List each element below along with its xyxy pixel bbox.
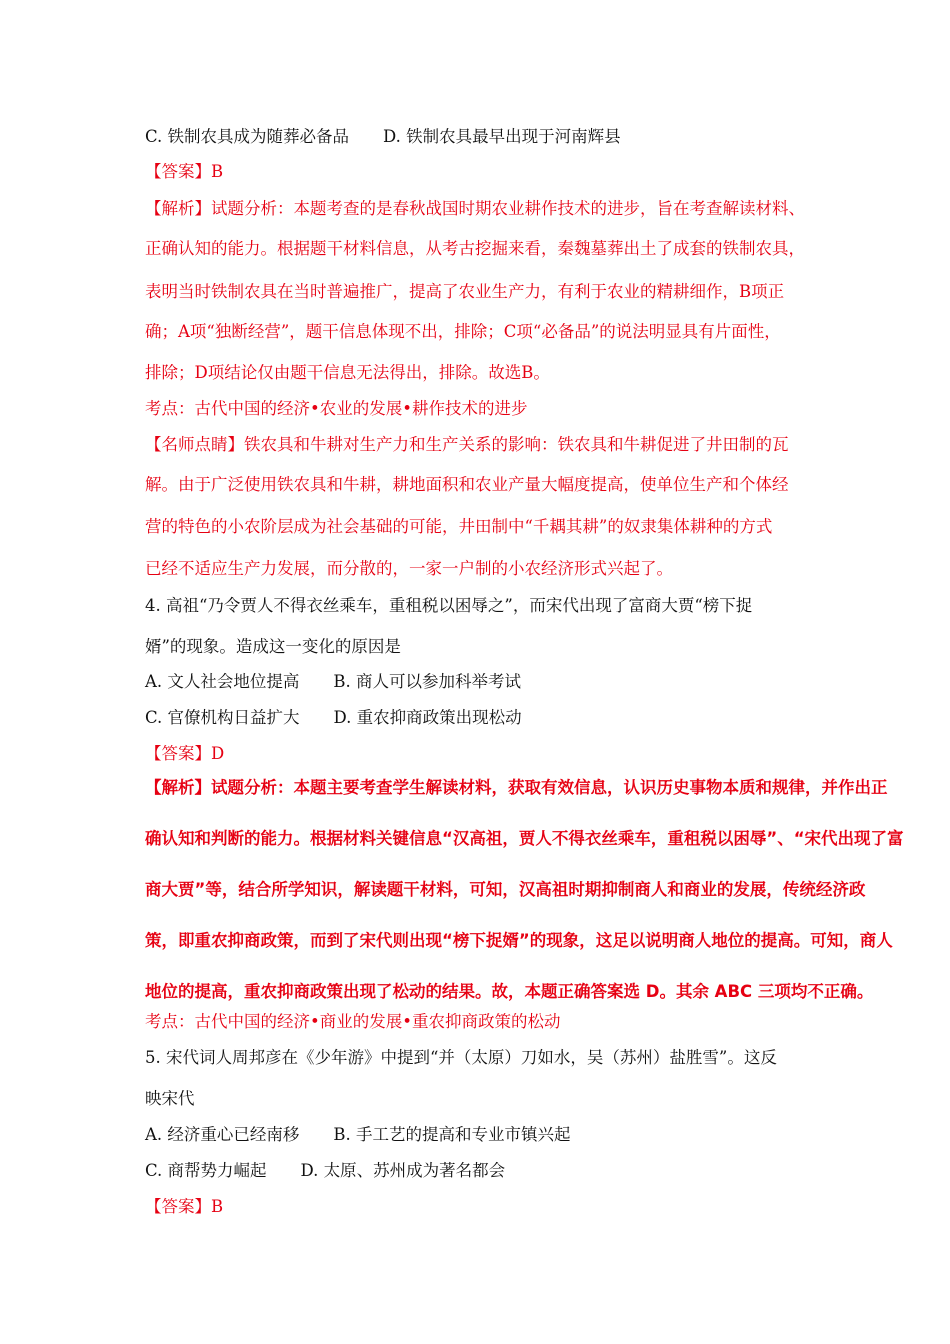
q5-option-d: D. 太原、苏州成为著名都会 — [300, 1161, 506, 1180]
q4-options-cd — [145, 707, 522, 729]
q3-kaodian: 考点：古代中国的经济•农业的发展•耕作技术的进步 — [145, 399, 528, 418]
q5-options-ab — [145, 1124, 571, 1146]
q4-stem-line: 4. 高祖“乃令贾人不得衣丝乘车，重租税以困辱之”，而宋代出现了富商大贾“榜下捉 — [145, 596, 753, 615]
q4-analysis-line: 【解析】试题分析：本题主要考查学生解读材料，获取有效信息，认识历史事物本质和规律，并作出正 — [145, 778, 888, 797]
q3-option-d: D. 铁制农具最早出现于河南辉县 — [383, 127, 621, 146]
q5-options-cd — [145, 1160, 505, 1182]
q4-analysis-line: 商大贾”等，结合所学知识，解读题干材料，可知，汉高祖时期抑制商人和商业的发展，传统经济政 — [145, 880, 866, 899]
q5-stem-line: 5. 宋代词人周邦彦在《少年游》中提到“并（太原）刀如水，吴（苏州）盐胜雪”。这反 — [145, 1048, 777, 1067]
q5-answer: 【答案】B — [145, 1197, 224, 1216]
q4-kaodian: 考点：古代中国的经济•商业的发展•重农抑商政策的松动 — [145, 1012, 561, 1031]
q3-answer: 【答案】B — [145, 162, 224, 181]
q4-analysis-line: 地位的提高，重农抑商政策出现了松动的结果。故，本题正确答案选 D。其余 ABC 三项均不正确。 — [145, 982, 874, 1001]
q5-option-c: C. 商帮势力崛起 — [145, 1161, 267, 1180]
q3-tip-line: 【名师点睛】铁农具和牛耕对生产力和生产关系的影响：铁农具和牛耕促进了井田制的瓦 — [145, 435, 789, 454]
q5-option-a: A. 经济重心已经南移 — [145, 1125, 300, 1144]
q3-options-cd — [145, 126, 621, 148]
q5-option-b: B. 手工艺的提高和专业市镇兴起 — [333, 1125, 571, 1144]
q3-analysis-line: 排除；D项结论仅由题干信息无法得出，排除。故选B。 — [145, 363, 550, 382]
q4-analysis-line: 确认知和判断的能力。根据材料关键信息“汉高祖，贾人不得衣丝乘车，重租税以困辱”、“宋代出现了富 — [145, 829, 904, 848]
q3-analysis-line: 正确认知的能力。根据题干材料信息，从考古挖掘来看，秦魏墓葬出土了成套的铁制农具， — [145, 239, 805, 258]
q3-tip-line: 营的特色的小农阶层成为社会基础的可能，井田制中“千耦其耕”的奴隶集体耕种的方式 — [145, 517, 773, 536]
q3-analysis-line: 【解析】试题分析：本题考查的是春秋战国时期农业耕作技术的进步，旨在考查解读材料、 — [145, 199, 805, 218]
q4-option-a: A. 文人社会地位提高 — [145, 672, 300, 691]
q5-stem-line: 映宋代 — [145, 1089, 195, 1108]
q4-options-ab — [145, 671, 521, 693]
q4-answer: 【答案】D — [145, 744, 225, 763]
q4-option-b: B. 商人可以参加科举考试 — [333, 672, 522, 691]
q3-analysis-line: 确；A项“独断经营”，题干信息体现不出，排除；C项“必备品”的说法明显具有片面性， — [145, 322, 781, 341]
q3-tip-line: 解。由于广泛使用铁农具和牛耕，耕地面积和农业产量大幅度提高，使单位生产和个体经 — [145, 475, 789, 494]
q4-option-c: C. 官僚机构日益扩大 — [145, 708, 300, 727]
q4-option-d: D. 重农抑商政策出现松动 — [333, 708, 522, 727]
q4-stem-line: 婿”的现象。造成这一变化的原因是 — [145, 637, 401, 656]
q4-analysis-line: 策，即重农抑商政策，而到了宋代则出现“榜下捉婿”的现象，这足以说明商人地位的提高。可知，商人 — [145, 931, 893, 950]
q3-option-c: C. 铁制农具成为随葬必备品 — [145, 127, 350, 146]
q3-analysis-line: 表明当时铁制农具在当时普遍推广，提高了农业生产力，有利于农业的精耕细作，B项正 — [145, 282, 785, 301]
q3-tip-line: 已经不适应生产力发展，而分散的，一家一户制的小农经济形式兴起了。 — [145, 559, 673, 578]
